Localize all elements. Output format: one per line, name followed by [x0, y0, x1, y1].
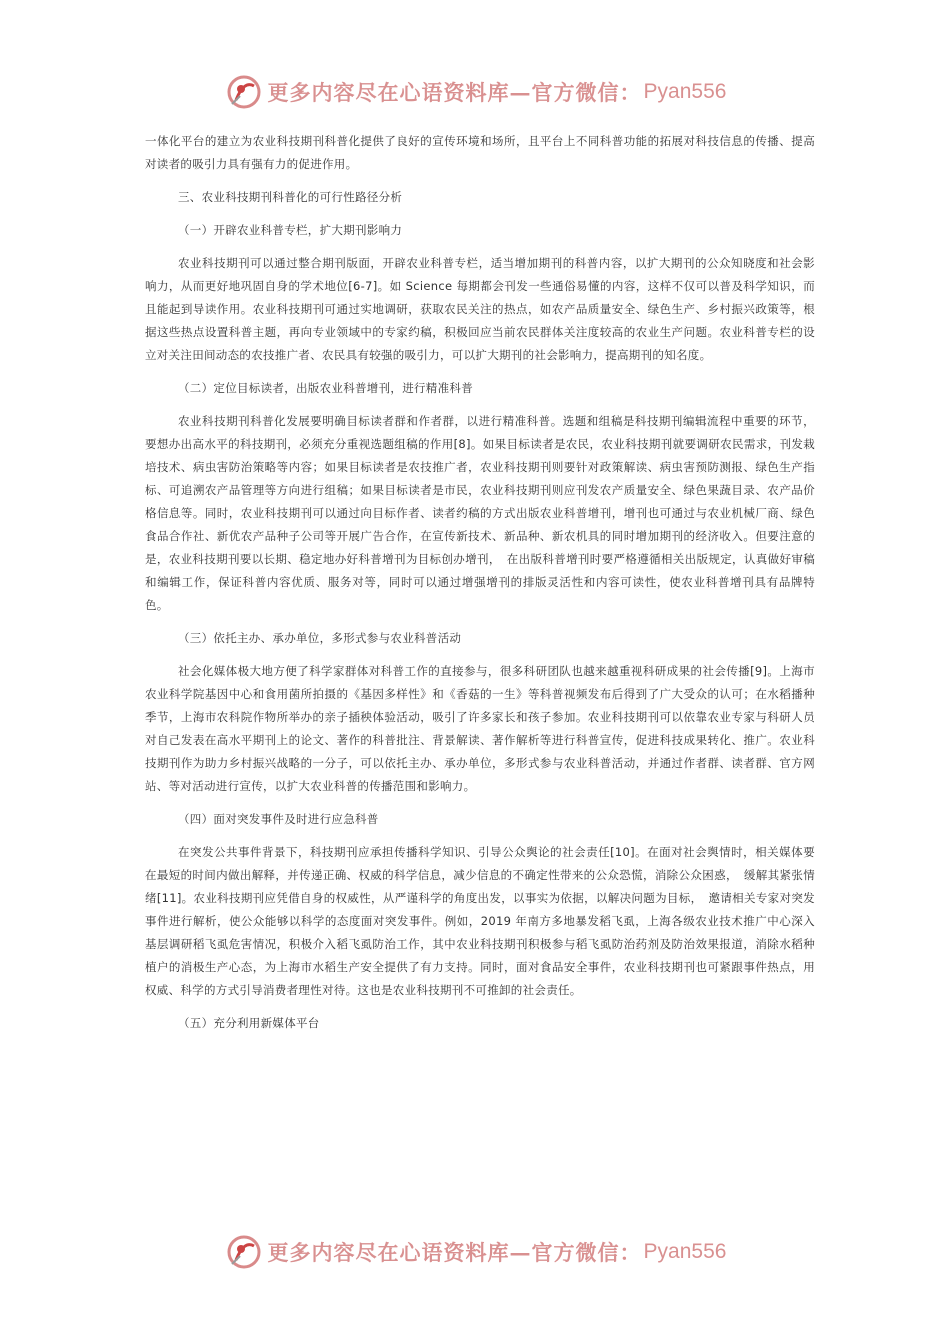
subsection-heading: （四）面对突发事件及时进行应急科普 [178, 812, 379, 826]
paragraph: 农业科技期刊可以通过整合期刊版面，开辟农业科普专栏，适当增加期刊的科普内容，以扩大期刊的公众知晓度和社会影响力，从而更好地巩固自身的学术地位[6-7]。如 Science 每期都会刊发一些通俗易懂的内容，这样不仅可以普及科学知识，而且能起到导读作用。农业科技期刊可通过实地调研，获取农民关注的热点，如农产品质量安全、绿色生产、乡村振兴政策等，根据这些热点设置科普主题，再向专业领域中的专家约稿，积极回应当前农民群体关注度较高的农业生产问题。农业科普专栏的设立对关注田间动态的农技推广者、农民具有较强的吸引力，可以扩大期刊的社会影响力，提高期刊的知名度。 [145, 256, 815, 362]
section-heading: 三、农业科技期刊科普化的可行性路径分析 [178, 190, 403, 204]
paragraph: 农业科技期刊科普化发展要明确目标读者群和作者群，以进行精准科普。选题和组稿是科技期刊编辑流程中重要的环节，要想办出高水平的科技期刊，必须充分重视选题组稿的作用[8]。如果目标读者是农民，农业科技期刊就要调研农民需求，刊发栽培技术、病虫害防治策略等内容；如果目标读者是农技推广者，农业科技期刊则要针对政策解读、病虫害预防测报、绿色生产指标、可追溯农产品管理等方向进行组稿；如果目标读者是市民，农业科技期刊则应刊发农产质量安全、绿色果蔬目录、农产品价格信息等。同时，农业科技期刊可以通过向目标作者、读者约稿的方式出版农业科普增刊，增刊也可通过与农业机械厂商、绿色食品合作社、新优农产品种子公司等开展广告合作，在宣传新技术、新品种、新农机具的同时增加期刊的经济收入。但要注意的是，农业科技期刊要以长期、稳定地办好科普增刊为目标创办增刊， 在出版科普增刊时要严格遵循相关出版规定，认真做好审稿和编辑工作，保证科普内容优质、服务对等，同时可以通过增强增刊的排版灵活性和内容可读性，使农业科普增刊具有品牌特色。 [145, 414, 815, 612]
paragraph: 一体化平台的建立为农业科技期刊科普化提供了良好的宣传环境和场所，且平台上不同科普功能的拓展对科技信息的传播、提高对读者的吸引力具有强有力的促进作用。 [145, 134, 815, 171]
watermark-handle: Pyan556 [643, 80, 727, 103]
watermark-handle: Pyan556 [643, 1240, 727, 1263]
subsection-heading: （二）定位目标读者，出版农业科普增刊，进行精准科普 [178, 381, 473, 395]
logo-icon [224, 1232, 264, 1272]
paragraph: 社会化媒体极大地方便了科学家群体对科普工作的直接参与，很多科研团队也越来越重视科研成果的社会传播[9]。上海市农业科学院基因中心和食用菌所拍摄的《基因多样性》和《香菇的一生》等科普视频发布后得到了广大受众的认可；在水稻播种季节，上海市农科院作物所举办的亲子插秧体验活动，吸引了许多家长和孩子参加。农业科技期刊可以依靠农业专家与科研人员对自己发表在高水平期刊上的论文、著作的科普批注、背景解读、著作解析等进行科普宣传，促进科技成果转化、推广。农业科技期刊作为助力乡村振兴战略的一分子，可以依托主办、承办单位，多形式参与农业科普活动，并通过作者群、读者群、官方网站、等对活动进行宣传，以扩大农业科普的传播范围和影响力。 [145, 664, 815, 793]
watermark-text: 更多内容尽在心语资料库—官方微信： [267, 1240, 642, 1265]
watermark-text: 更多内容尽在心语资料库—官方微信： [267, 80, 642, 105]
watermark-banner-top [0, 72, 950, 112]
paragraph: 在突发公共事件背景下，科技期刊应承担传播科学知识、引导公众舆论的社会责任[10]。在面对社会舆情时，相关媒体要在最短的时间内做出解释，并传递正确、权威的科学信息，减少信息的不确定性带来的公众恐慌，消除公众困惑， 缓解其紧张情绪[11]。农业科技期刊应凭借自身的权威性，从严谨科学的角度出发，以事实为依据，以解决问题为目标， 邀请相关专家对突发事件进行解析，使公众能够以科学的态度面对突发事件。例如，2019 年南方多地暴发稻飞虱，上海各级农业技术推广中心深入基层调研稻飞虱危害情况，积极介入稻飞虱防治工作，其中农业科技期刊积极参与稻飞虱防治药剂及防治效果报道，消除水稻种植户的消极生产心态，为上海市水稻生产安全提供了有力支持。同时，面对食品安全事件，农业科技期刊也可紧跟事件热点，用权威、科学的方式引导消费者理性对待。这也是农业科技期刊不可推卸的社会责任。 [145, 845, 815, 997]
watermark-banner-bottom [0, 1232, 950, 1272]
subsection-heading: （五）充分利用新媒体平台 [178, 1016, 320, 1030]
subsection-heading: （三）依托主办、承办单位，多形式参与农业科普活动 [178, 631, 462, 645]
subsection-heading: （一）开辟农业科普专栏，扩大期刊影响力 [178, 223, 403, 237]
document-body [145, 130, 815, 1045]
logo-icon [224, 72, 264, 112]
